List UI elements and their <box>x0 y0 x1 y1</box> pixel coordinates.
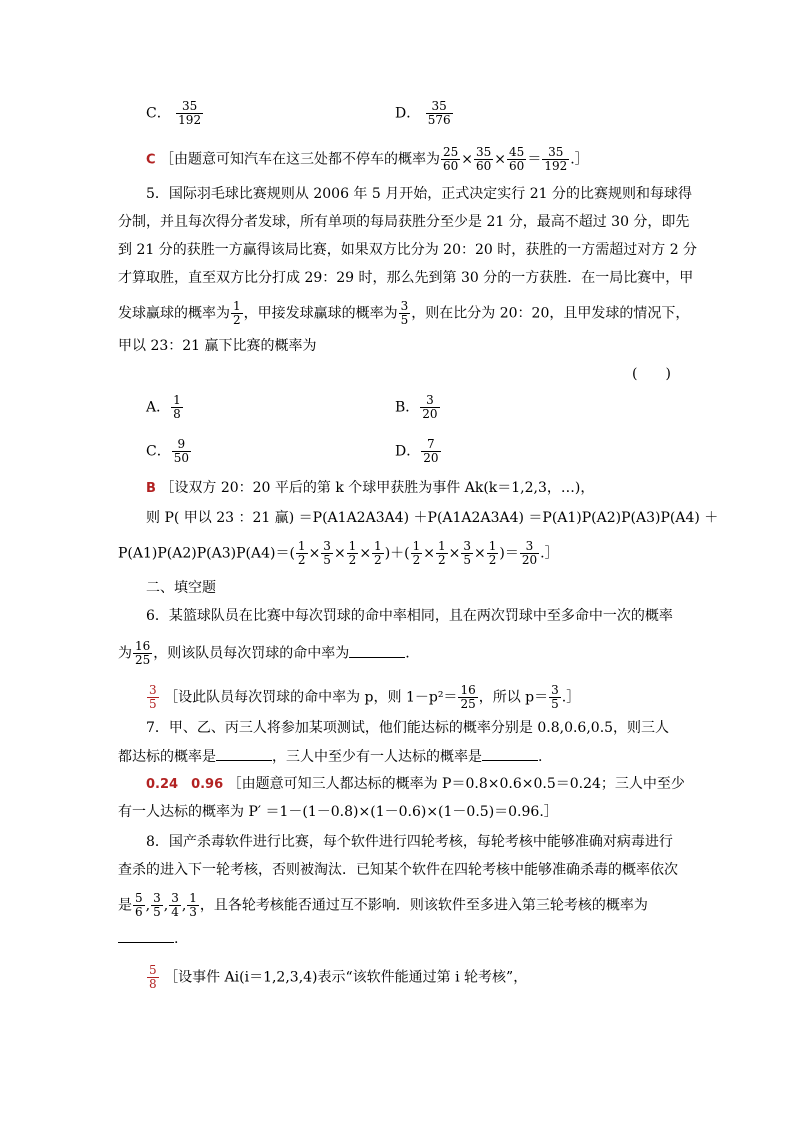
answer-fraction: $\frac{3}{5}$ <box>149 683 157 711</box>
fraction: $\frac{3}{5}$ <box>323 539 331 567</box>
q4-option-c: C． $\frac{35}{192}$ <box>146 99 202 127</box>
fraction: $\frac{1}{2}$ <box>297 539 306 567</box>
q8-line2: 查杀的进入下一轮考核，否则被淘汰．已知某个软件在四轮考核中能够准确杀毒的概率依次 <box>118 862 678 878</box>
fraction: $\frac{45}{60}$ <box>509 145 525 173</box>
q5-line1: 5．国际羽毛球比赛规则从 2006 年 5 月开始，正式决定实行 21 分的比赛规则和每球得 <box>146 186 692 202</box>
fraction: $\frac{1}{2}$ <box>488 539 497 567</box>
fraction: $\frac{3}{4}$ <box>171 891 179 919</box>
answer-values: 0.24 0.96 <box>146 777 224 792</box>
fill-blank[interactable] <box>118 928 174 943</box>
q5-explanation-3: P(A1)P(A2)P(A3)P(A4)＝( $\frac{1}{2}$ × $\frac{3}{5}$ × $\frac{1}{2}$ × $\frac{1}{2}$ )＋( $\frac{1}{2}$ × $\frac{1}{2}$ × $\frac{3}{5}$ × $\frac{1}{2}$ )＝ $\frac{3}{20}$ .］ <box>118 539 559 567</box>
q8-line1: 8．国产杀毒软件进行比赛，每个软件进行四轮考核，每轮考核中能够准确对病毒进行 <box>146 834 673 850</box>
answer-letter: B <box>146 481 156 496</box>
fraction: $\frac{35}{192}$ <box>178 99 202 127</box>
fraction: $\frac{3}{5}$ <box>400 299 409 327</box>
q6-line1: 6．某篮球队员在比赛中每次罚球的命中率相同，且在两次罚球中至多命中一次的概率 <box>146 608 673 624</box>
q5-option-c: C． $\frac{9}{50}$ <box>146 437 189 465</box>
fraction: $\frac{35}{192}$ <box>544 145 568 173</box>
q4-explanation: C ［由题意可知汽车在这三处都不停车的概率为 $\frac{25}{60}$ × $\frac{35}{60}$ × $\frac{45}{60}$ ＝ $\frac{35}{192}$ .］ <box>146 145 589 173</box>
fill-blank[interactable] <box>349 643 405 658</box>
q8-line3: 是 $\frac{5}{6}$ , $\frac{3}{5}$ , $\frac{3}{4}$ , $\frac{1}{3}$ ，且各轮考核能否通过互不影响．则该软件至多进入第三轮考核的概率为 <box>118 891 648 919</box>
q5-line4: 才算取胜，直至双方比分打成 29：29 时，那么先到第 30 分的一方获胜．在一局比赛中，甲 <box>118 270 694 286</box>
fraction: $\frac{7}{20}$ <box>423 437 439 465</box>
fraction: $\frac{1}{2}$ <box>438 539 446 567</box>
q5-line6: 甲以 23：21 赢下比赛的概率为 <box>118 338 317 354</box>
q8-line4: . <box>118 928 178 949</box>
q5-line5: 发球赢球的概率为 $\frac{1}{2}$ ，甲接发球赢球的概率为 $\frac{3}{5}$ ，则在比分为 20：20，且甲发球的情况下， <box>118 299 690 327</box>
q6-line2: 为 $\frac{16}{25}$ ，则该队员每次罚球的命中率为 . <box>118 639 410 667</box>
fraction: $\frac{3}{5}$ <box>463 539 472 567</box>
fraction: $\frac{1}{2}$ <box>374 539 382 567</box>
q5-line2: 分制，并且每次得分者发球，所有单项的每局获胜分至少是 21 分，最高不超过 30 分，即先 <box>118 214 690 230</box>
fraction: $\frac{9}{50}$ <box>173 437 189 465</box>
q7-line2: 都达标的概率是 ，三人中至少有一人达标的概率是 . <box>118 746 542 767</box>
fraction: $\frac{3}{5}$ <box>153 891 161 919</box>
q6-explanation: $\frac{3}{5}$ ［设此队员每次罚球的命中率为 p，则 1－p²＝ $\frac{16}{25}$ ，所以 p＝ $\frac{3}{5}$ .］ <box>149 683 581 711</box>
fraction: $\frac{1}{3}$ <box>189 891 197 919</box>
fraction: $\frac{16}{25}$ <box>135 639 151 667</box>
q5-option-d: D． $\frac{7}{20}$ <box>395 437 439 465</box>
answer-fraction: $\frac{5}{8}$ <box>149 963 157 991</box>
fraction: $\frac{1}{8}$ <box>173 393 181 421</box>
answer-paren: ( ) <box>632 366 671 382</box>
fraction: $\frac{35}{576}$ <box>427 99 451 127</box>
q5-line3: 到 21 分的获胜一方赢得该局比赛，如果双方比分为 20：20 时，获胜的一方需超过对方 2 分 <box>118 242 698 258</box>
fraction: $\frac{3}{5}$ <box>551 683 559 711</box>
fraction: $\frac{5}{6}$ <box>135 891 143 919</box>
answer-letter: C <box>146 152 156 168</box>
q5-explanation-1: B ［设双方 20：20 平后的第 k 个球甲获胜为事件 Ak(k＝1,2,3，…)， <box>146 480 595 496</box>
fraction: $\frac{1}{2}$ <box>348 539 357 567</box>
section-title: 二、填空题 <box>146 580 216 596</box>
q5-option-a: A． $\frac{1}{8}$ <box>146 393 181 421</box>
fill-blank[interactable] <box>216 746 272 761</box>
fraction: $\frac{35}{60}$ <box>476 145 492 173</box>
q7-explanation-1: 0.24 0.96 ［由题意可知三人都达标的概率为 P＝0.8×0.6×0.5＝0.24；三人中至少 <box>146 776 685 792</box>
fraction: $\frac{3}{20}$ <box>422 393 438 421</box>
q7-line1: 7．甲、乙、丙三人将参加某项测试，他们能达标的概率分别是 0.8,0.6,0.5，则三人 <box>146 720 670 736</box>
q4-option-d: D． $\frac{35}{576}$ <box>395 99 451 127</box>
fraction: $\frac{1}{2}$ <box>412 539 421 567</box>
fraction: $\frac{16}{25}$ <box>460 683 476 711</box>
fill-blank[interactable] <box>482 746 538 761</box>
q5-option-b: B． $\frac{3}{20}$ <box>395 393 438 421</box>
fraction: $\frac{1}{2}$ <box>233 299 241 327</box>
q5-explanation-2: 则 P( 甲以 23 ：21 赢) ＝P(A1A2A3A4) ＋P(A1A2A3A4) ＝P(A1)P(A2)P(A3)P(A4) ＋ <box>146 510 719 526</box>
fraction: $\frac{3}{20}$ <box>521 539 538 567</box>
q7-explanation-2: 有一人达标的概率为 P′ ＝1－(1－0.8)×(1－0.6)×(1－0.5)＝0.96.］ <box>118 804 558 820</box>
q8-explanation: $\frac{5}{8}$ ［设事件 Ai(i＝1,2,3,4)表示“该软件能通过第 i 轮考核”， <box>149 963 528 991</box>
fraction: $\frac{25}{60}$ <box>443 145 459 173</box>
